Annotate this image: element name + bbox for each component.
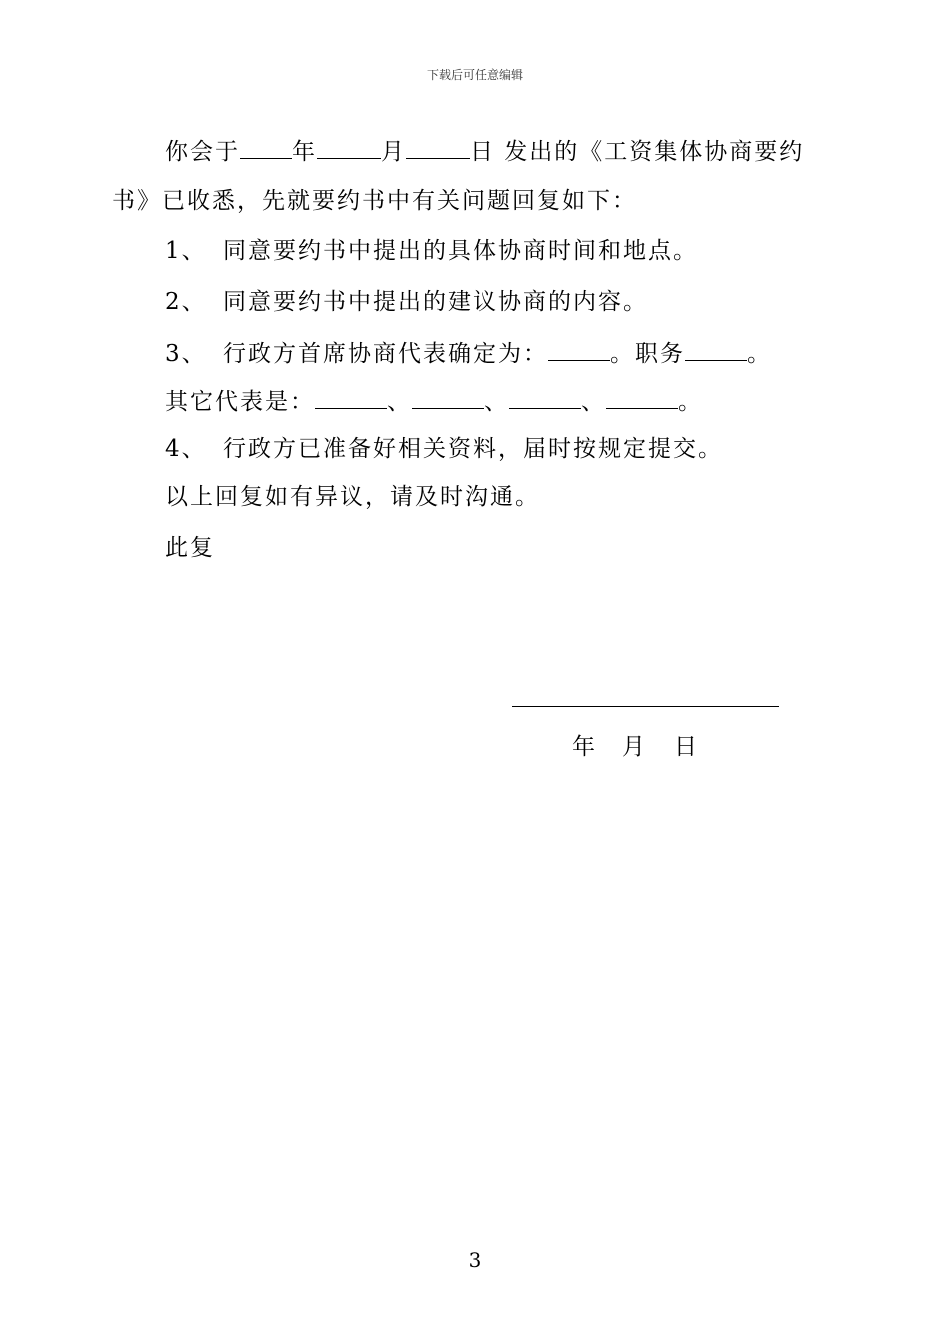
signature-line bbox=[512, 706, 779, 707]
reply-line: 此复 bbox=[165, 535, 215, 561]
separator: 、 bbox=[387, 389, 412, 415]
item-text: 行政方首席协商代表确定为： bbox=[223, 341, 548, 367]
text-segment: 日 发出的《工资集体协商要约 bbox=[470, 139, 805, 165]
item-text: 。职务 bbox=[610, 341, 685, 367]
text-segment: 你会于 bbox=[165, 139, 240, 165]
item-text: 同意要约书中提出的具体协商时间和地点。 bbox=[223, 238, 698, 264]
signature-date bbox=[572, 732, 697, 762]
other-reps-line bbox=[165, 386, 895, 417]
item-number: 4、 bbox=[165, 436, 207, 462]
item-text: 行政方已准备好相关资料，届时按规定提交。 bbox=[223, 436, 723, 462]
rep-blank bbox=[509, 386, 581, 409]
page-number: 3 bbox=[468, 1248, 482, 1272]
month-label: 月 bbox=[622, 734, 645, 760]
paragraph-line-1 bbox=[165, 136, 895, 167]
position-blank bbox=[685, 338, 747, 361]
end-mark: 。 bbox=[678, 389, 703, 415]
other-reps-label: 其它代表是： bbox=[165, 389, 315, 415]
separator: 、 bbox=[484, 389, 509, 415]
rep-blank bbox=[412, 386, 484, 409]
day-blank bbox=[406, 136, 470, 159]
list-item bbox=[165, 338, 895, 369]
text-segment: 月 bbox=[381, 139, 406, 165]
year-label: 年 bbox=[572, 734, 595, 760]
item-number: 3、 bbox=[165, 341, 207, 367]
item-text: 同意要约书中提出的建议协商的内容。 bbox=[223, 289, 648, 315]
item-number: 2、 bbox=[165, 289, 207, 315]
closing-line: 以上回复如有异议，请及时沟通。 bbox=[165, 484, 540, 510]
rep-blank bbox=[606, 386, 678, 409]
list-item bbox=[165, 434, 895, 464]
month-blank bbox=[317, 136, 381, 159]
year-blank bbox=[240, 136, 292, 159]
text-segment: 年 bbox=[292, 139, 317, 165]
list-item bbox=[165, 287, 895, 317]
day-label: 日 bbox=[674, 734, 697, 760]
page-header: 下载后可任意编辑 bbox=[426, 68, 523, 82]
list-item bbox=[165, 236, 895, 266]
chief-rep-blank bbox=[548, 338, 610, 361]
paragraph-line-2: 书》已收悉，先就要约书中有关问题回复如下： bbox=[112, 188, 637, 214]
item-text: 。 bbox=[747, 341, 772, 367]
separator: 、 bbox=[581, 389, 606, 415]
rep-blank bbox=[315, 386, 387, 409]
item-number: 1、 bbox=[165, 238, 207, 264]
